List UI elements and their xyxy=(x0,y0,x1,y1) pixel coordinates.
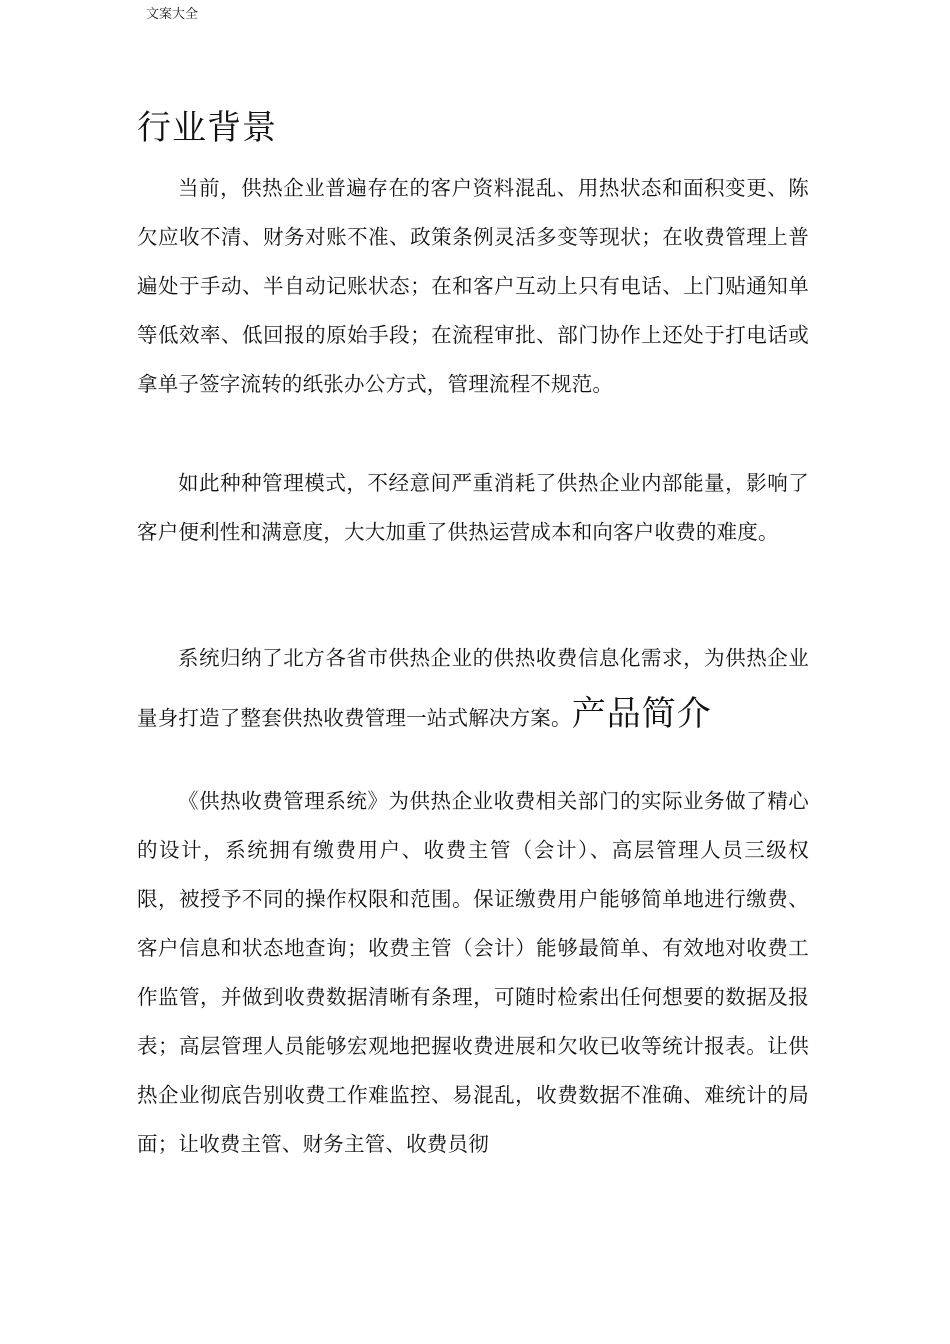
section-title-industry: 行业背景 xyxy=(137,108,277,148)
paragraph-product-1: 《供热收费管理系统》为供热企业收费相关部门的实际业务做了精心的设计，系统拥有缴费用户、收费主管（会计）、高层管理人员三级权限，被授予不同的操作权限和范围。保证缴费用户能够简单地进行缴费、客户信息和状态地查询；收费主管（会计）能够最简单、有效地对收费工作监管，并做到收费数据清晰有条理，可随时检索出任何想要的数据及报表；高层管理人员能够宏观地把握收费进展和欠收已收等统计报表。让供热企业彻底告别收费工作难监控、易混乱，收费数据不准确、难统计的局面；让收费主管、财务主管、收费员彻 xyxy=(137,789,809,1156)
paragraph-industry-2: 如此种种管理模式，不经意间严重消耗了供热企业内部能量，影响了客户便利性和满意度，大大加重了供热运营成本和向客户收费的难度。 xyxy=(137,471,809,544)
paragraph-industry-1: 当前，供热企业普遍存在的客户资料混乱、用热状态和面积变更、陈欠应收不清、财务对账不准、政策条例灵活多变等现状；在收费管理上普遍处于手动、半自动记账状态；在和客户互动上只有电话、上门贴通知单等低效率、低回报的原始手段；在流程审批、部门协作上还处于打电话或拿单子签字流转的纸张办公方式，管理流程不规范。 xyxy=(137,176,809,396)
paragraph-industry-3 xyxy=(137,630,809,746)
section-title-product: 产品简介 xyxy=(571,694,712,734)
header-mark: 文案大全 xyxy=(146,7,199,22)
paragraph-industry-3-text: 系统归纳了北方各省市供热企业的供热收费信息化需求，为供热企业量身打造了整套供热收费管理一站式解决方案。 xyxy=(137,646,809,730)
